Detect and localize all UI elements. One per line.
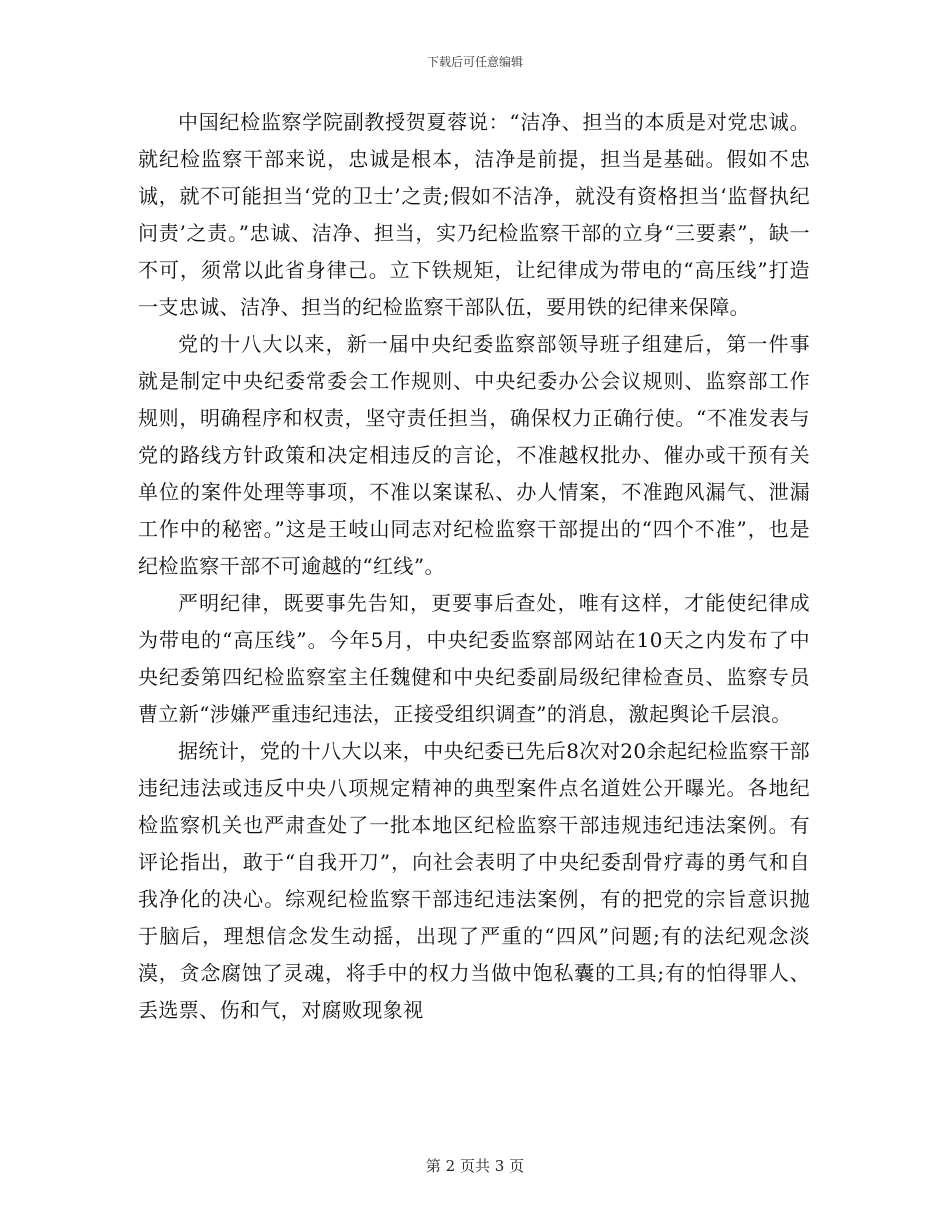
paragraph-4: 据统计，党的十八大以来，中央纪委已先后8次对20余起纪检监察干部违纪违法或违反中央八项规定精神的典型案件点名道姓公开曝光。各地纪检监察机关也严肃查处了一批本地区纪检监察干部违规违纪违法案例。有评论指出，敢于“自我开刀”，向社会表明了中央纪委刮骨疗毒的勇气和自我净化的决心。综观纪检监察干部违纪违法案例，有的把党的宗旨意识抛于脑后，理想信念发生动摇，出现了严重的“四风”问题;有的法纪观念淡漠，贪念腐蚀了灵魂，将手中的权力当做中饱私囊的工具;有的怕得罪人、丢选票、伤和气，对腐败现象视: [138, 739, 810, 1022]
paragraph-1: 中国纪检监察学院副教授贺夏蓉说：“洁净、担当的本质是对党忠诚。就纪检监察干部来说，忠诚是根本，洁净是前提，担当是基础。假如不忠诚，就不可能担当‘党的卫士’之责;假如不洁净，就没有资格担当‘监督执纪问责’之责。”忠诚、洁净、担当，实乃纪检监察干部的立身“三要素”，缺一不可，须常以此省身律己。立下铁规矩，让纪律成为带电的“高压线”打造一支忠诚、洁净、担当的纪检监察干部队伍，要用铁的纪律来保障。: [138, 110, 810, 319]
paragraph-2: 党的十八大以来，新一届中央纪委监察部领导班子组建后，第一件事就是制定中央纪委常委会工作规则、中央纪委办公会议规则、监察部工作规则，明确程序和权责，坚守责任担当，确保权力正确行使。“不准发表与党的路线方针政策和决定相违反的言论，不准越权批办、催办或干预有关单位的案件处理等事项，不准以案谋私、办人情案，不准跑风漏气、泄漏工作中的秘密。”这是王岐山同志对纪检监察干部提出的“四个不准”，也是纪检监察干部不可逾越的“红线”。: [138, 332, 810, 578]
page-number-footer: 第 2 页共 3 页: [425, 1157, 525, 1175]
paragraph-3: 严明纪律，既要事先告知，更要事后查处，唯有这样，才能使纪律成为带电的“高压线”。今年5月，中央纪委监察部网站在10天之内发布了中央纪委第四纪检监察室主任魏健和中央纪委副局级纪律检查员、监察专员曹立新“涉嫌严重违纪违法，正接受组织调查”的消息，激起舆论千层浪。: [138, 591, 810, 726]
body-text: [138, 104, 810, 1029]
page-header: 下载后可任意编辑: [426, 55, 523, 69]
